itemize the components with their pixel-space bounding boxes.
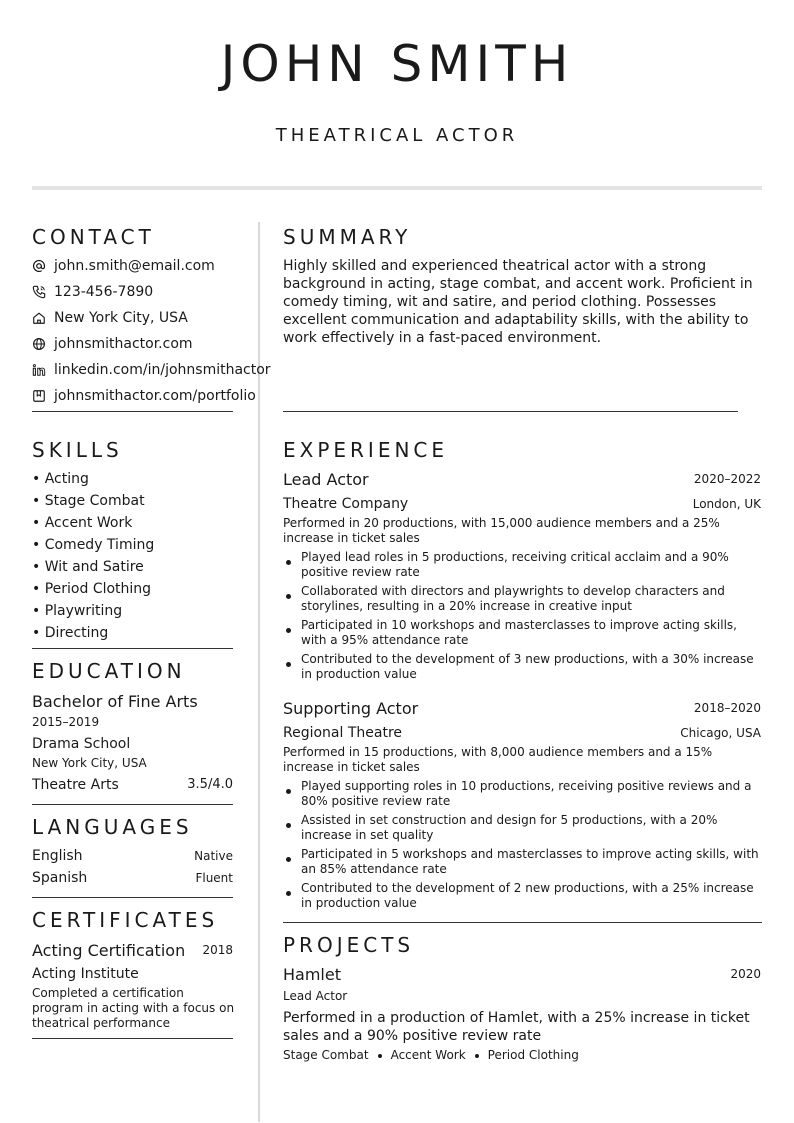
job-summary: Performed in 15 productions, with 8,000 audience members and a 15% increase in ticket sales — [283, 745, 713, 774]
bullet — [286, 789, 294, 797]
skills-heading: SKILLS — [32, 438, 123, 462]
contact-location — [32, 308, 188, 328]
education-school: Drama School — [32, 736, 131, 752]
contact-linkedin[interactable] — [32, 360, 271, 380]
phone-icon — [32, 285, 46, 299]
contact-phone[interactable] — [32, 282, 153, 302]
contact-phone-text: 123-456-7890 — [54, 284, 154, 300]
project-year: 2020 — [730, 967, 761, 981]
column-divider — [258, 222, 260, 1122]
job-bullet: Collaborated with directors and playwrights to develop characters and storylines, resulting in a 20% increase in creative input — [301, 584, 725, 613]
contact-website[interactable] — [32, 334, 193, 354]
languages-divider — [32, 897, 233, 898]
education-years: 2015–2019 — [32, 715, 100, 729]
bullet — [286, 823, 294, 831]
contact-email[interactable] — [32, 256, 215, 276]
job-bullet: Participated in 5 workshops and masterclasses to improve acting skills, with an 85% attendance rate — [301, 847, 759, 876]
languages-heading: LANGUAGES — [32, 815, 193, 839]
bullet — [286, 560, 294, 568]
job-dates: 2018–2020 — [693, 701, 761, 715]
skill-item: • Wit and Satire — [32, 559, 144, 575]
job-title: THEATRICAL ACTOR — [275, 125, 519, 146]
bullet — [286, 628, 294, 636]
skill-item: • Directing — [32, 625, 109, 641]
tag-separator — [475, 1054, 479, 1058]
contact-heading: CONTACT — [32, 225, 155, 249]
project-description: Performed in a production of Hamlet, with a 25% increase in ticket sales and a 90% positive review rate — [283, 1010, 750, 1044]
certificate-description: Completed a certification program in acting with a focus on theatrical performance — [32, 986, 235, 1030]
job-role: Lead Actor — [283, 470, 369, 489]
certificate-name: Acting Certification — [32, 941, 186, 960]
home-icon — [32, 311, 46, 325]
skill-item: • Playwriting — [32, 603, 123, 619]
contact-website-text: johnsmithactor.com — [54, 336, 193, 352]
bullet — [286, 662, 294, 670]
project-name: Hamlet — [283, 965, 341, 984]
contact-location-text: New York City, USA — [54, 310, 188, 326]
education-divider — [32, 804, 233, 805]
job-bullet: Played supporting roles in 10 productions, receiving positive reviews and a 80% positive review rate — [301, 779, 752, 808]
job-bullet: Participated in 10 workshops and masterclasses to improve acting skills, with a 95% attendance rate — [301, 618, 737, 647]
experience-divider — [283, 922, 762, 923]
bullet — [286, 857, 294, 865]
project-tag: Accent Work — [390, 1048, 466, 1062]
project-role: Lead Actor — [283, 989, 348, 1003]
job-bullet: Contributed to the development of 3 new productions, with a 30% increase in production value — [301, 652, 754, 681]
skill-item: • Stage Combat — [32, 493, 145, 509]
language-level: Fluent — [195, 871, 233, 885]
summary-heading: SUMMARY — [283, 225, 412, 249]
education-location: New York City, USA — [32, 756, 147, 770]
education-heading: EDUCATION — [32, 659, 186, 683]
job-bullet: Contributed to the development of 2 new productions, with a 25% increase in production value — [301, 881, 754, 910]
certificates-divider — [32, 1038, 233, 1039]
candidate-name: JOHN SMITH — [220, 35, 574, 93]
education-gpa: 3.5/4.0 — [187, 777, 233, 792]
skill-item: • Period Clothing — [32, 581, 152, 597]
language-name: English — [32, 848, 83, 864]
job-bullet: Played lead roles in 5 productions, receiving critical acclaim and a 90% positive review rate — [301, 550, 729, 579]
language-name: Spanish — [32, 870, 88, 886]
skill-item: • Comedy Timing — [32, 537, 155, 553]
project-tags — [283, 1048, 579, 1063]
projects-heading: PROJECTS — [283, 933, 415, 957]
bullet — [286, 891, 294, 899]
skill-item: • Acting — [32, 471, 89, 487]
summary-text: Highly skilled and experienced theatrical actor with a strong background in acting, stage combat, and accent work. Proficient in comedy timing, wit and satire, and period clothing. Possesses excellent communication and adaptability skills, with the ability to work effectively in a fast-paced environment. — [283, 258, 753, 346]
job-role: Supporting Actor — [283, 699, 419, 718]
contact-portfolio-text: johnsmithactor.com/portfolio — [54, 388, 256, 404]
contact-email-text: john.smith@email.com — [54, 258, 215, 274]
job-location: London, UK — [692, 497, 761, 511]
language-level: Native — [194, 849, 233, 863]
certificate-year: 2018 — [202, 943, 233, 957]
linkedin-icon — [32, 363, 46, 377]
education-field: Theatre Arts — [32, 777, 119, 793]
globe-icon — [32, 337, 46, 351]
header-divider — [32, 186, 762, 190]
job-company: Theatre Company — [283, 496, 409, 512]
education-degree: Bachelor of Fine Arts — [32, 692, 198, 711]
project-tag: Period Clothing — [487, 1048, 579, 1062]
job-company: Regional Theatre — [283, 725, 403, 741]
project-tag: Stage Combat — [283, 1048, 369, 1062]
skills-divider — [32, 648, 233, 649]
at-icon — [32, 259, 46, 273]
job-bullet: Assisted in set construction and design for 5 productions, with a 20% increase in set quality — [301, 813, 718, 842]
experience-heading: EXPERIENCE — [283, 438, 449, 462]
job-location: Chicago, USA — [680, 726, 761, 740]
skill-item: • Accent Work — [32, 515, 133, 531]
contact-linkedin-text: linkedin.com/in/johnsmithactor — [54, 362, 271, 378]
summary-divider — [283, 411, 738, 412]
contact-divider — [32, 411, 233, 412]
job-summary: Performed in 20 productions, with 15,000 audience members and a 25% increase in ticket sales — [283, 516, 720, 545]
contact-portfolio[interactable] — [32, 386, 256, 406]
tag-separator — [378, 1054, 382, 1058]
book-icon — [32, 389, 46, 403]
certificates-heading: CERTIFICATES — [32, 908, 219, 932]
job-dates: 2020–2022 — [693, 472, 761, 486]
bullet — [286, 594, 294, 602]
certificate-issuer: Acting Institute — [32, 966, 139, 982]
